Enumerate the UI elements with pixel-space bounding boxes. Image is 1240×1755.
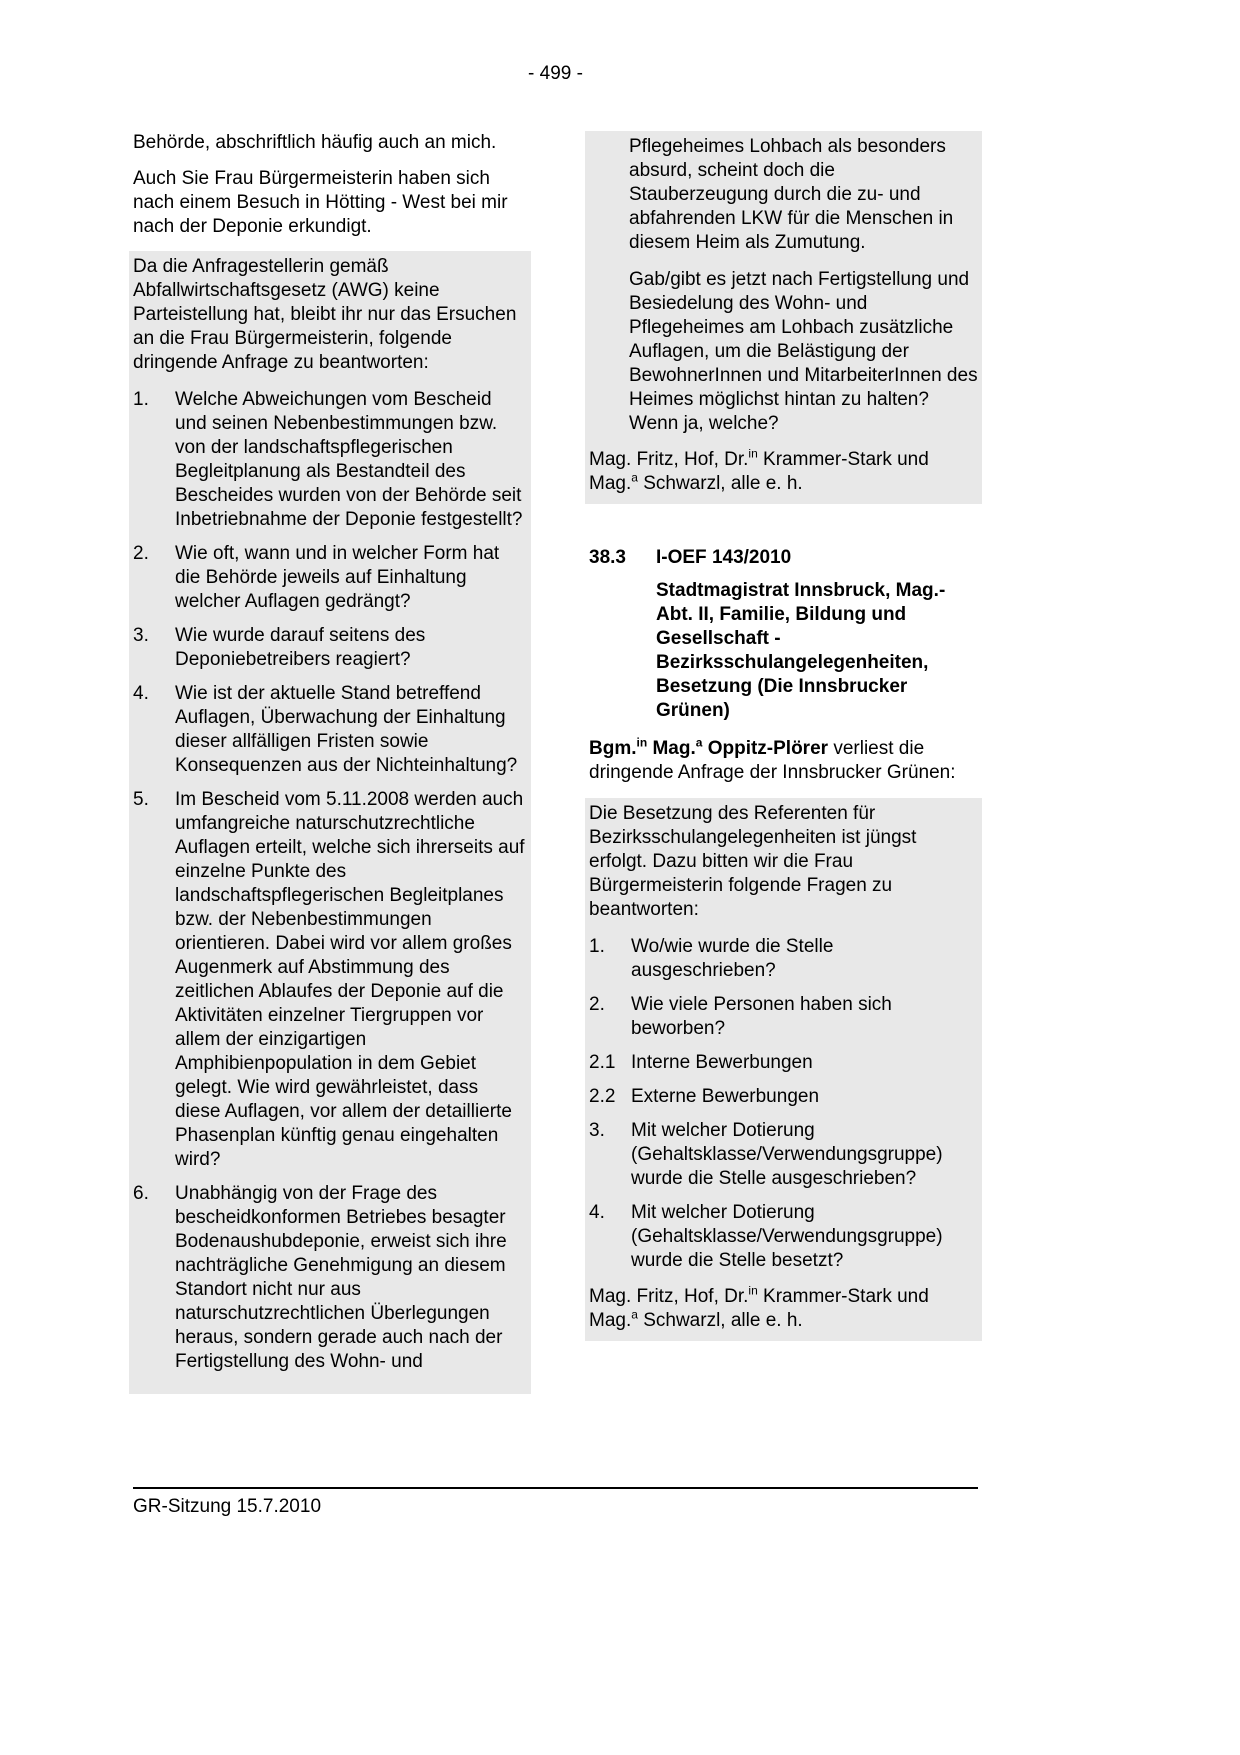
paragraph-behoerde: Behörde, abschriftlich häufig auch an mich. [133,132,497,153]
question-text: Wie viele Personen haben sich beworben? [631,994,892,1039]
question2-item-4 [589,1201,978,1273]
question-text: Mit welcher Dotierung (Gehaltsklasse/Verwendungsgruppe) wurde die Stelle besetzt? [631,1202,943,1271]
question2-item-1 [589,935,978,983]
inquiry-intro: Da die Anfragestellerin gemäß Abfallwirtschaftsgesetz (AWG) keine Parteistellung hat, bleibt ihr nur das Ersuchen an die Frau Bürgermeisterin, folgende dringende Anfrage zu beantworten: [133,256,517,373]
question-number: 4. [589,1202,605,1223]
question2-item-2-1 [589,1051,978,1075]
bgm-superscript: a [695,735,703,750]
highlighted-inquiry-block-2 [585,798,982,1341]
signature-text: Krammer-Stark und Mag. [589,1286,929,1331]
question-number: 1. [133,389,149,410]
question-text: Wo/wie wurde die Stelle ausgeschrieben? [631,936,834,981]
question-item-1 [133,388,527,532]
question-number: 2.1 [589,1052,616,1073]
signature-text: Schwarzl, alle e. h. [637,473,803,494]
bgm-rest-text: verliest die dringende Anfrage der Innsbrucker Grünen: [589,738,956,783]
question-number: 6. [133,1183,149,1204]
signature-superscript: a [631,470,638,485]
bgm-name: Oppitz-Plörer [702,738,829,759]
bgm-name: Bgm. [589,738,637,759]
question2-item-3 [589,1119,978,1191]
question-number: 2. [589,994,605,1015]
question-number: 1. [589,936,605,957]
inquiry2-intro: Die Besetzung des Referenten für Bezirksschulangelegenheiten ist jüngst erfolgt. Dazu bitten wir die Frau Bürgermeisterin folgende Fragen zu beantworten: [589,803,917,920]
right-column [589,131,978,1406]
question-number: 3. [133,625,149,646]
signature-line-2 [589,1285,978,1333]
signature-superscript: a [631,1307,638,1322]
question-text: Interne Bewerbungen [631,1052,813,1073]
footer-text: GR-Sitzung 15.7.2010 [133,1496,322,1517]
signature-superscript: in [748,1283,758,1298]
continuation-paragraph-pflegeheim: Pflegeheimes Lohbach als besonders absurd, scheint doch die Stauberzeugung durch die zu- und abfahrenden LKW für die Menschen in diesem Heim als Zumutung. [629,136,954,253]
question-number: 3. [589,1120,605,1141]
two-column-layout [133,131,978,1406]
section-number: 38.3 [589,547,626,568]
question-text: Externe Bewerbungen [631,1086,820,1107]
highlighted-inquiry-block [129,251,531,1394]
question-text: Mit welcher Dotierung (Gehaltsklasse/Verwendungsgruppe) wurde die Stelle ausgeschrieben? [631,1120,943,1189]
question-number: 2.2 [589,1086,616,1107]
page-footer [133,1487,978,1519]
signature-superscript: in [748,446,758,461]
question-text: Wie ist der aktuelle Stand betreffend Auflagen, Überwachung der Einhaltung dieser allfälligen Fristen sowie Konsequenzen aus der Nichteinhaltung? [175,683,518,776]
question2-item-2-2 [589,1085,978,1109]
highlighted-continuation-block [585,131,982,504]
question-item-2 [133,542,527,614]
question-text: Wie oft, wann und in welcher Form hat die Behörde jeweils auf Einhaltung welcher Auflagen gedrängt? [175,543,500,612]
signature-line-1 [589,448,978,496]
question-number: 2. [133,543,149,564]
question-text: Welche Abweichungen vom Bescheid und seinen Nebenbestimmungen bzw. von der landschaftspflegerischen Begleitplanung als Bestandteil des Bescheides wurden von der Behörde seit Inbetriebnahme der Deponie festgestellt? [175,389,523,530]
bgm-name: Mag. [647,738,696,759]
page-number: - 499 - [528,63,583,84]
question-number: 5. [133,789,149,810]
signature-text: Schwarzl, alle e. h. [637,1310,803,1331]
continuation-paragraph-gab-gibt: Gab/gibt es jetzt nach Fertigstellung und Besiedelung des Wohn- und Pflegeheimes am Lohbach zusätzliche Auflagen, um die Belästigung der BewohnerInnen und MitarbeiterInnen des Heimes möglichst hintan zu halten? Wenn ja, welche? [629,269,978,434]
left-column [133,131,527,1406]
question-item-4 [133,682,527,778]
paragraph-bgm-verliest [589,737,978,785]
question-item-3 [133,624,527,672]
section-heading [589,546,978,570]
question-number: 4. [133,683,149,704]
paragraph-buergermeisterin: Auch Sie Frau Bürgermeisterin haben sich nach einem Besuch in Hötting - West bei mir nach der Deponie erkundigt. [133,168,508,237]
signature-text: Krammer-Stark und Mag. [589,449,929,494]
signature-text: Mag. Fritz, Hof, Dr. [589,449,749,470]
question-item-5 [133,788,527,1172]
question-item-6 [133,1182,527,1374]
question-text: Unabhängig von der Frage des bescheidkonformen Betriebes besagter Bodenaushubdeponie, erweist sich ihre nachträgliche Genehmigung an diesem Standort nicht nur aus naturschutzrechtlichen Überlegungen heraus, sondern gerade auch nach der Fertigstellung des Wohn- und [175,1183,507,1372]
question-text: Im Bescheid vom 5.11.2008 werden auch umfangreiche naturschutzrechtliche Auflagen erteilt, welche sich ihrerseits auf einzelne Punkte des landschaftspflegerischen Begleitplanes bzw. der Nebenbestimmungen orientieren. Dabei wird vor allem großes Augenmerk auf Abstimmung des zeitlichen Ablaufes der Deponie auf die Aktivitäten einzelner Tiergruppen vor allem der einzigartigen Amphibienpopulation in dem Gebiet gelegt. Wie wird gewährleistet, dass diese Auflagen, vor allem der detaillierte Phasenplan künftig genau eingehalten wird? [175,789,525,1170]
signature-text: Mag. Fritz, Hof, Dr. [589,1286,749,1307]
section-title: Stadtmagistrat Innsbruck, Mag.-Abt. II, Familie, Bildung und Gesellschaft - Bezirksschulangelegenheiten, Besetzung (Die Innsbrucker Grünen) [656,580,946,721]
question2-item-2 [589,993,978,1041]
section-reference: I-OEF 143/2010 [656,547,792,568]
bgm-superscript: in [636,735,648,750]
question-text: Wie wurde darauf seitens des Deponiebetreibers reagiert? [175,625,426,670]
